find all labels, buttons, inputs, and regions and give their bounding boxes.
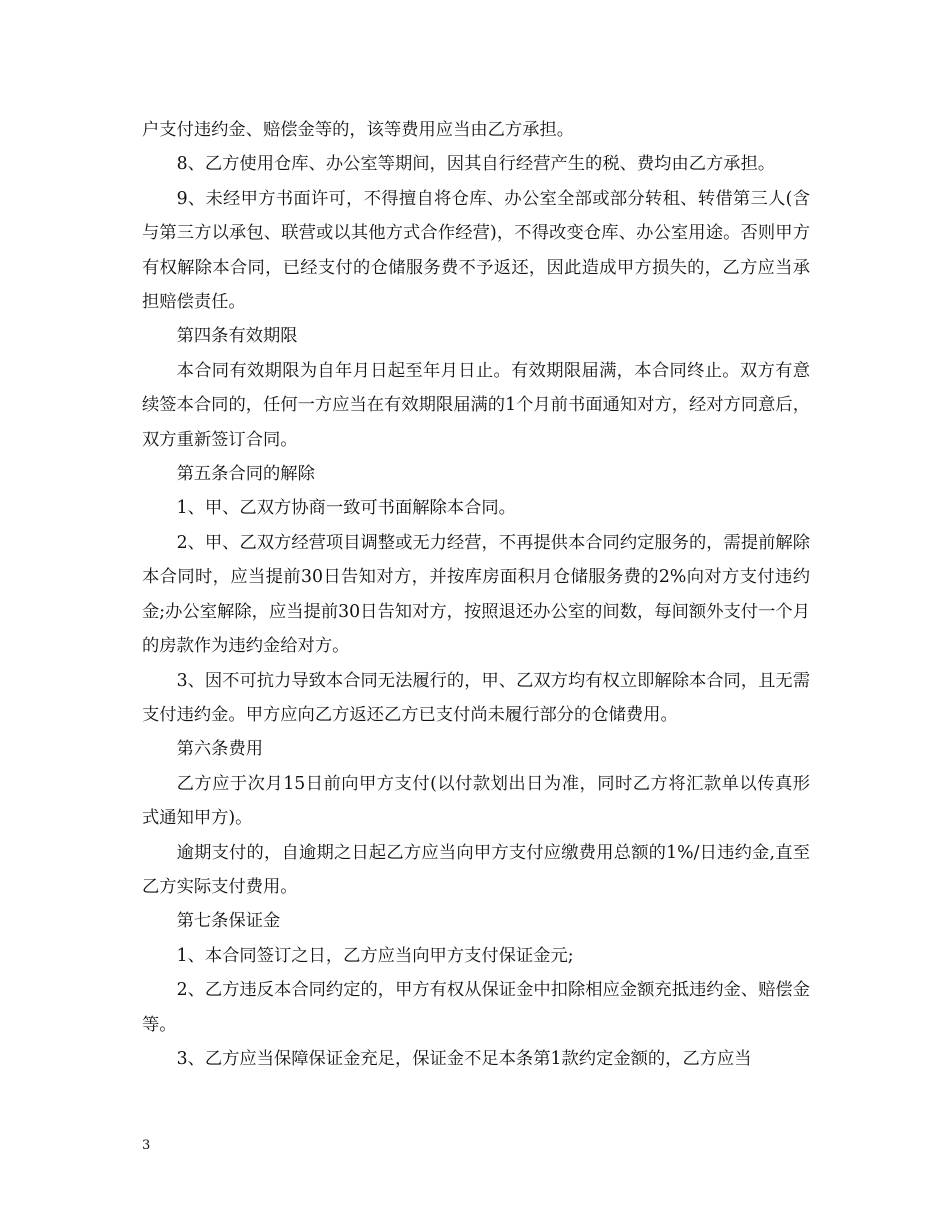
- paragraph: 2、甲、乙双方经营项目调整或无力经营，不再提供本合同约定服务的，需提前解除本合同时，应当提前30日告知对方，并按库房面积月仓储服务费的2%向对方支付违约金;办公室解除，应当提前30日告知对方，按照退还办公室的间数，每间额外支付一个月的房款作为违约金给对方。: [142, 532, 810, 657]
- section-heading: 第七条保证金: [176, 911, 281, 932]
- section-heading: 第四条有效期限: [176, 326, 298, 347]
- paragraph: 2、乙方违反本合同约定的，甲方有权从保证金中扣除相应金额充抵违约金、赔偿金等。: [142, 980, 810, 1035]
- paragraph: 3、乙方应当保障保证金充足，保证金不足本条第1款约定金额的，乙方应当: [176, 1048, 752, 1069]
- paragraph: 逾期支付的，自逾期之日起乙方应当向甲方支付应缴费用总额的1%/日违约金,直至乙方实际支付费用。: [142, 842, 810, 897]
- page-number: 3: [142, 1138, 151, 1153]
- paragraph: 8、乙方使用仓库、办公室等期间，因其自行经营产生的税、费均由乙方承担。: [176, 154, 776, 175]
- paragraph: 1、本合同签订之日，乙方应当向甲方支付保证金元;: [176, 945, 574, 966]
- paragraph: 9、未经甲方书面许可，不得擅自将仓库、办公室全部或部分转租、转借第三人(含与第三方以承包、联营或以其他方式合作经营)，不得改变仓库、办公室用途。否则甲方有权解除本合同，已经支付的仓储服务费不予返还，因此造成甲方损失的，乙方应当承担赔偿责任。: [142, 188, 810, 313]
- document-body: [142, 113, 810, 1076]
- paragraph: 1、甲、乙双方协商一致可书面解除本合同。: [176, 498, 516, 519]
- paragraph: 3、因不可抗力导致本合同无法履行的，甲、乙双方均有权立即解除本合同，且无需支付违约金。甲方应向乙方返还乙方已支付尚未履行部分的仓储费用。: [142, 670, 810, 725]
- paragraph: 户支付违约金、赔偿金等的，该等费用应当由乙方承担。: [142, 120, 575, 140]
- section-heading: 第五条合同的解除: [176, 464, 315, 485]
- paragraph: 乙方应于次月15日前向甲方支付(以付款划出日为准，同时乙方将汇款单以传真形式通知甲方)。: [142, 773, 810, 829]
- paragraph: 本合同有效期限为自年月日起至年月日止。有效期限届满，本合同终止。双方有意续签本合同的，任何一方应当在有效期限届满的1个月前书面通知对方，经对方同意后，双方重新签订合同。: [142, 360, 810, 450]
- section-heading: 第六条费用: [176, 739, 264, 760]
